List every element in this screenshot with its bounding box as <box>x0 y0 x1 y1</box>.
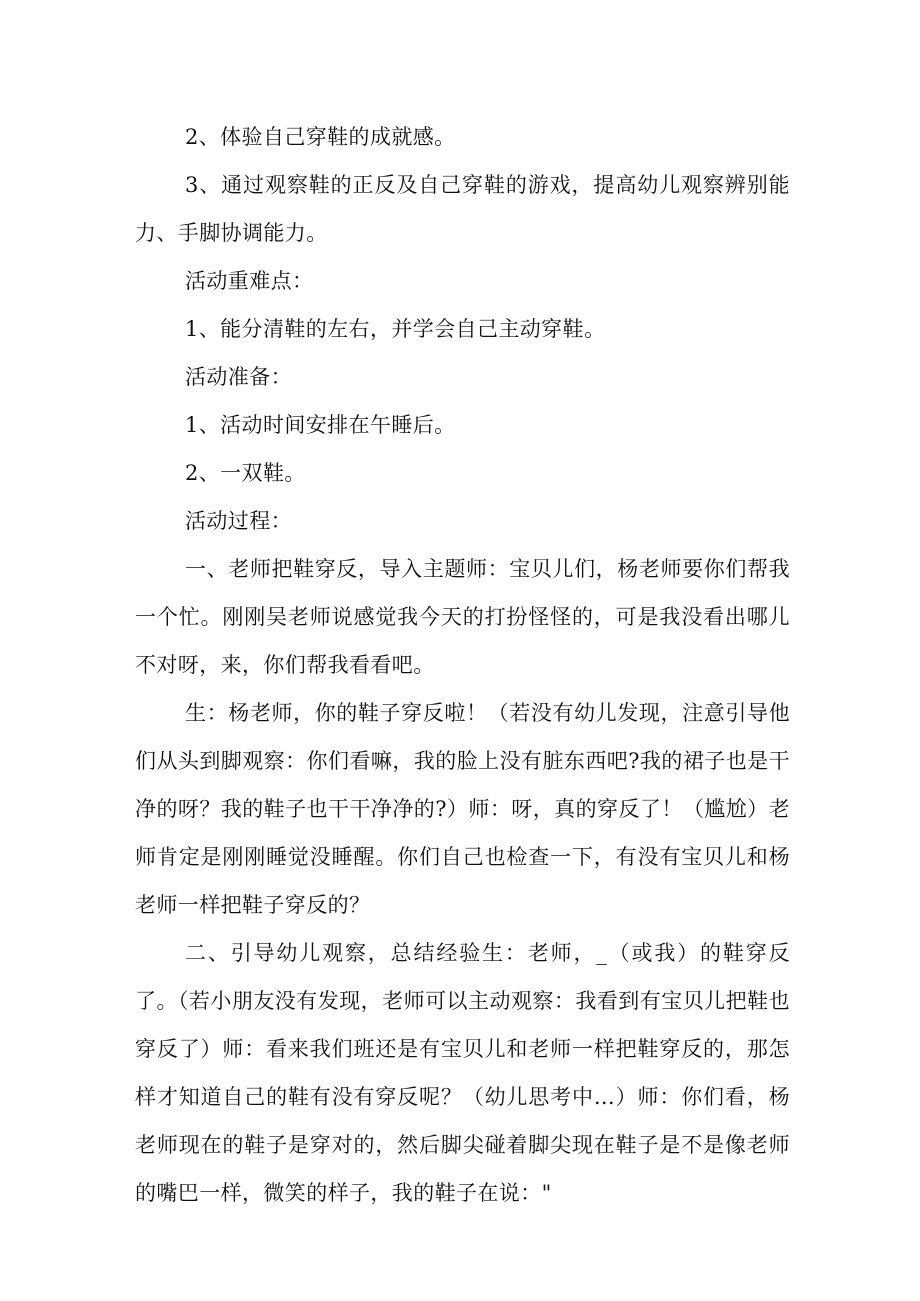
preparation-heading: 活动准备： <box>185 365 292 389</box>
key-points-heading: 活动重难点： <box>185 269 314 293</box>
process-step-1: 一、老师把鞋穿反，导入主题师：宝贝儿们，杨老师要你们帮我一个忙。刚刚吴老师说感觉我今天的打扮怪怪的，可是我没看出哪儿不对呀，来，你们帮我看看吧。 <box>135 557 790 677</box>
goal-3: 3、通过观察鞋的正反及自己穿鞋的游戏，提高幼儿观察辨别能力、手脚协调能力。 <box>135 173 790 245</box>
preparation-item-1: 1、活动时间安排在午睡后。 <box>185 413 456 437</box>
process-student-response: 生：杨老师，你的鞋子穿反啦！（若没有幼儿发现，注意引导他们从头到脚观察：你们看嘛，我的脸上没有脏东西吧?我的裙子也是干净的呀？我的鞋子也干干净净的?）师：呀，真的穿反了！（尴尬）老师肯定是刚刚睡觉没睡醒。你们自己也检查一下，有没有宝贝儿和杨老师一样把鞋子穿反的？ <box>135 701 790 917</box>
goal-2: 2、体验自己穿鞋的成就感。 <box>185 125 456 149</box>
key-point-1: 1、能分清鞋的左右，并学会自己主动穿鞋。 <box>185 317 606 341</box>
preparation-item-2: 2、一双鞋。 <box>185 461 306 485</box>
process-heading: 活动过程： <box>185 509 292 533</box>
document-body <box>135 113 790 1217</box>
process-step-2: 二、引导幼儿观察，总结经验生：老师，_（或我）的鞋穿反了。（若小朋友没有发现，老师可以主动观察：我看到有宝贝儿把鞋也穿反了）师：看来我们班还是有宝贝儿和老师一样把鞋穿反的，那怎样才知道自己的鞋有没有穿反呢？（幼儿思考中…）师：你们看，杨老师现在的鞋子是穿对的，然后脚尖碰着脚尖现在鞋子是不是像老师的嘴巴一样，微笑的样子，我的鞋子在说：" <box>135 941 790 1205</box>
